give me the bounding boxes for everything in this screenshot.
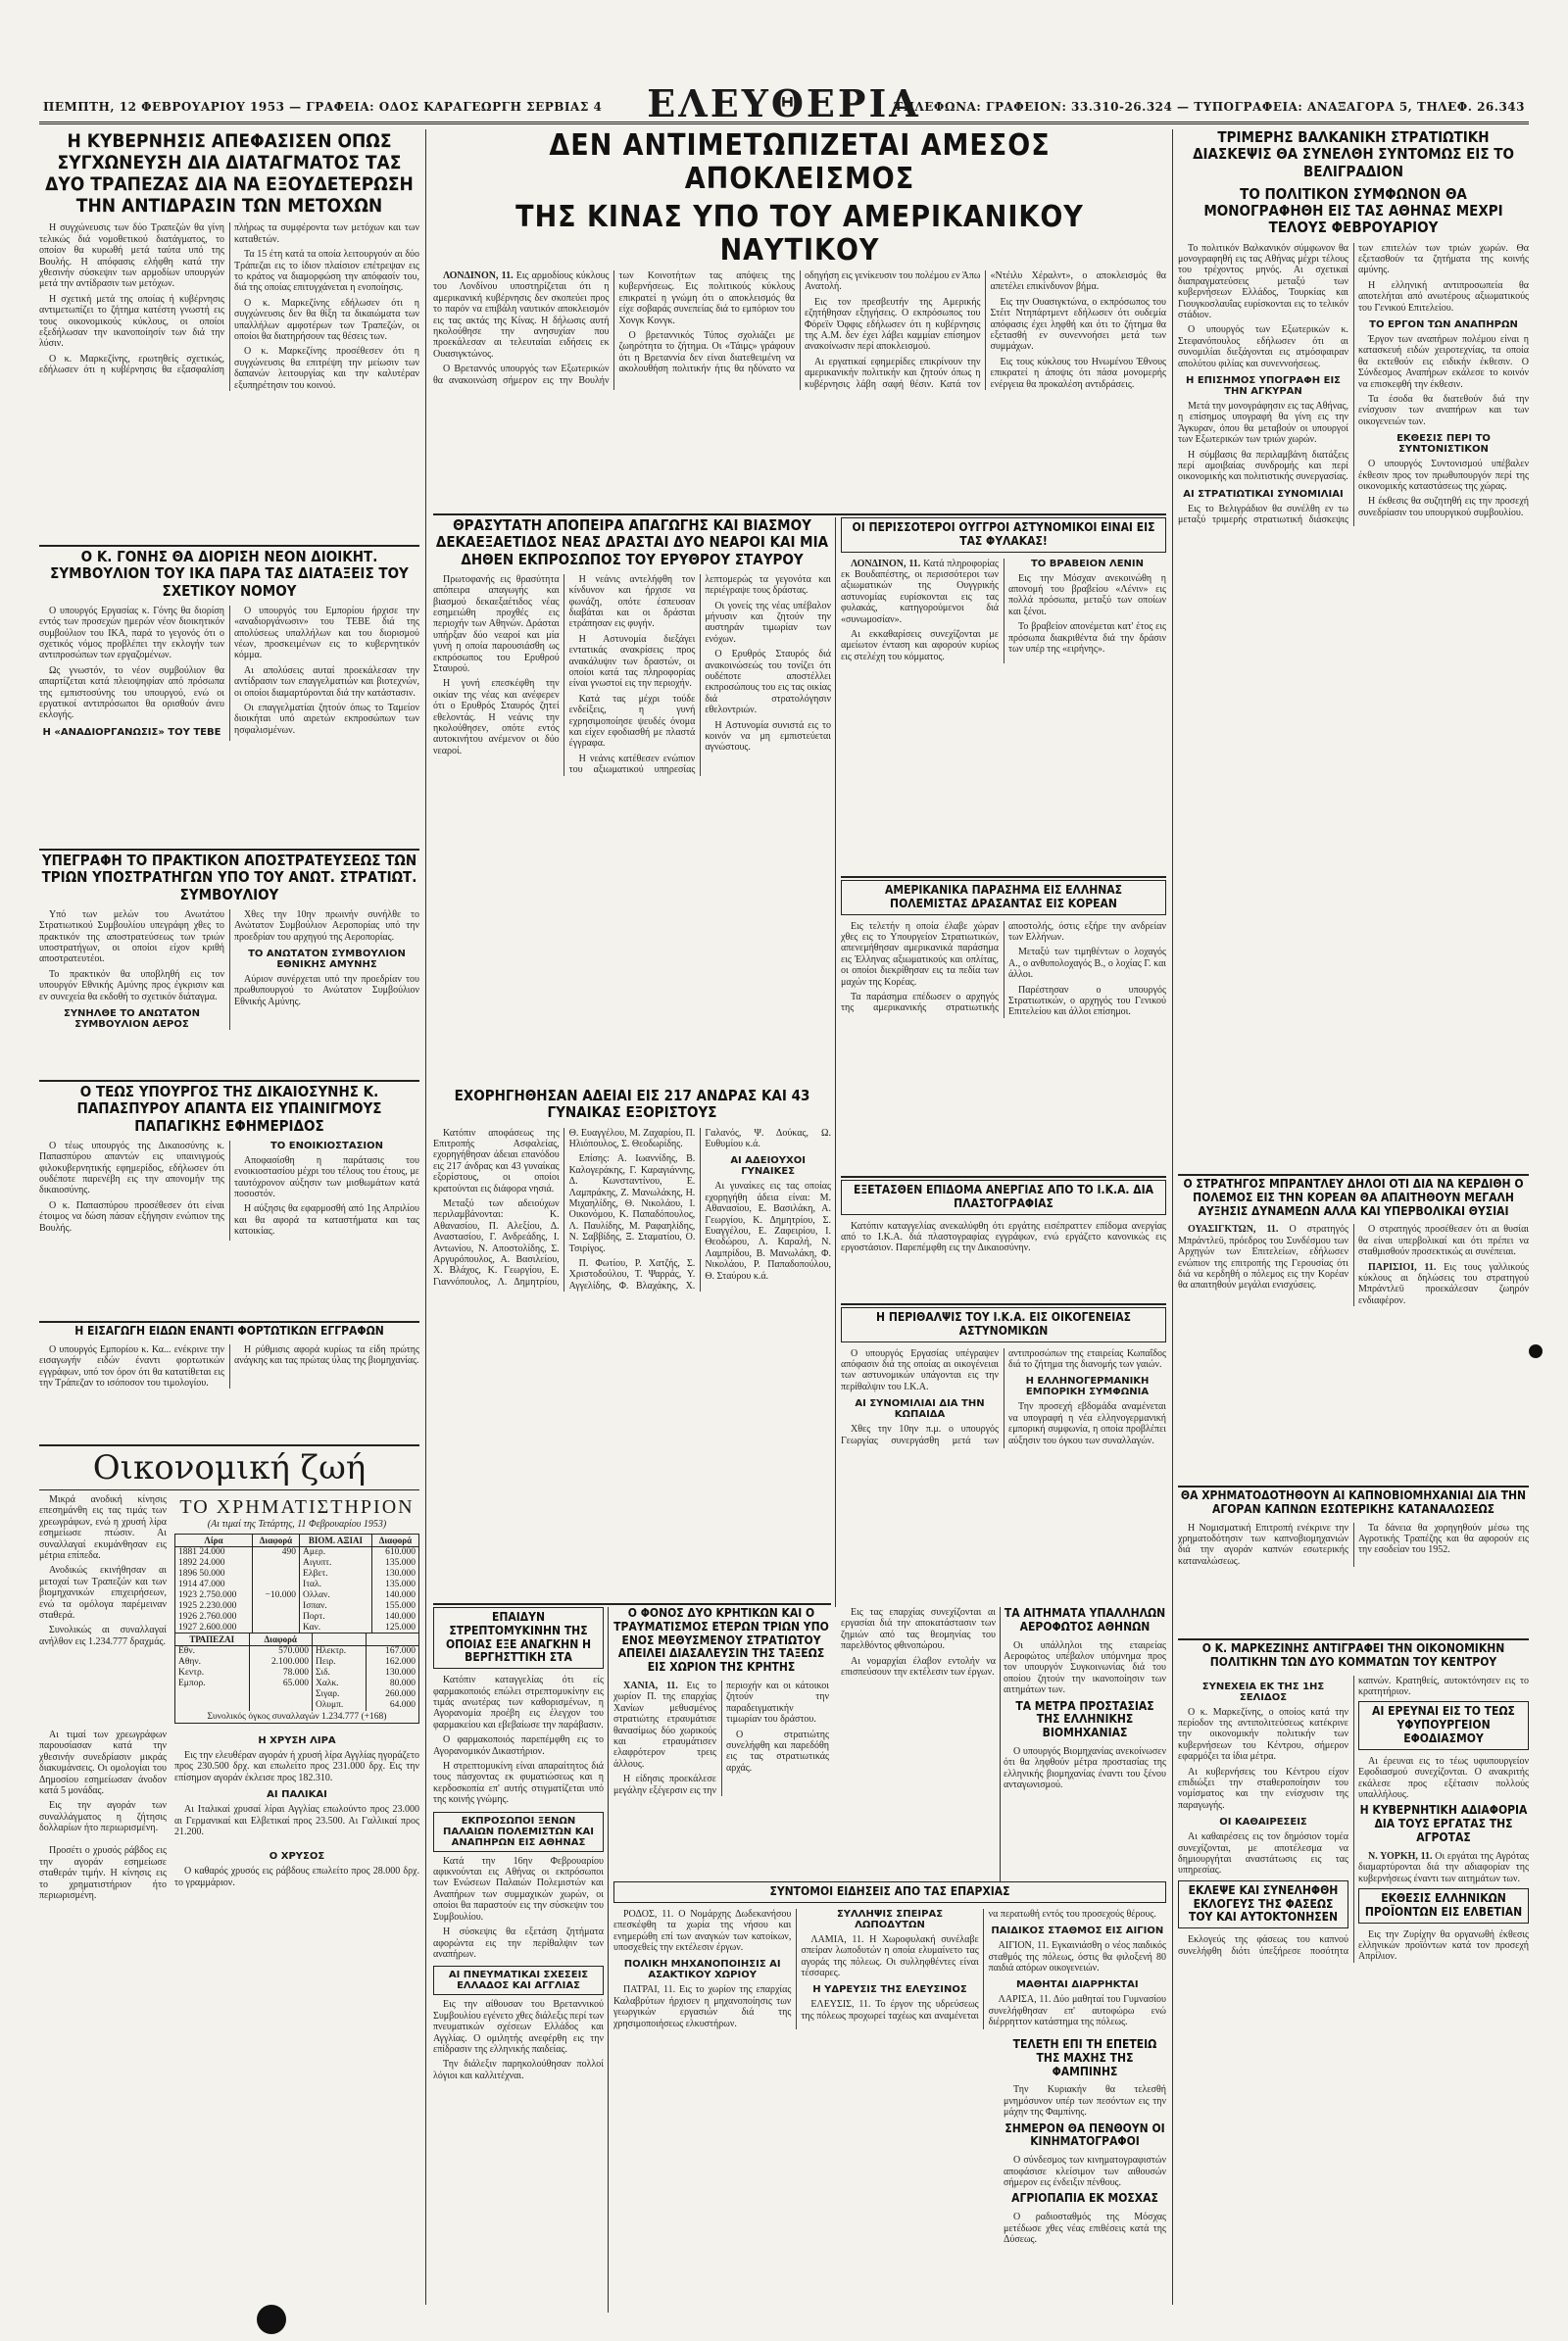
lead-headline-1: ΔΕΝ ΑΝΤΙΜΕΤΩΠΙΖΕΤΑΙ ΑΜΕΣΟΣ ΑΠΟΚΛΕΙΣΜΟΣ	[549, 129, 1051, 196]
subhead-defense-council: ΤΟ ΑΝΩΤΑΤΟΝ ΣΥΜΒΟΥΛΙΟΝ ΕΘΝΙΚΗΣ ΑΜΥΝΗΣ	[248, 948, 406, 970]
lead-article-body: ΛΟΝΔΙΝΟΝ, 11. Εις αρμοδίους κύκλους του Λονδίνου υποστηρίζεται ότι η αμερικανική κυβέρνησις δεν σκοπεύει προς το παρόν να επιβάλη ναυτικόν αποκλεισμόν εις τας ακτάς της Κίνας. Η δήλωσις αυτή ηκολούθησε την ανησυχίαν που προεκάλεσαν αι τελευταίαι ειδήσεις εκ Ουασιγκτώνος. Ο Βρεταννός υπουργός των Εξωτερικών θα ανακοινώση σήμερον εις την Βουλήν των Κοινοτήτων τας απόψεις της κυβερνήσεως. Εις πολιτικούς κύκλους επικρατεί η γνώμη ότι ο αποκλεισμός θα είχε σοβαράς συνεπείας διά το εμπόριον του Χονγκ Κονγκ. Ο βρεταννικός Τύπος σχολιάζει με ζωηρότητα το ζήτημα. Οι «Τάιμς» γράφουν ότι η Βρεταννία δεν είναι διατεθειμένη να ακολουθήση πολιτικήν ήτις θα ηδύνατο να οδηγήση εις γενίκευσιν του πολέμου εν Άπω Ανατολή. Εις τον πρεσβευτήν της Αμερικής εζητήθησαν εξηγήσεις. Ο εκπρόσωπος του Φόρεϊν Όφφις εδήλωσεν ότι η κυβέρνησις της Α.Μ. δεν έχει λάβει καμμίαν επίσημον ανακοίνωσιν περί αποκλεισμού. Αι εργατικαί εφημερίδες επικρίνουν την αμερικανικήν πολιτικήν και ζητούν όπως η κυβέρνησις λάβη σαφή θέσιν. Κατά τον «Ντέιλυ Χέραλντ», ο αποκλεισμός θα απετέλει επικίνδυνον βήμα. Εις την Ουασιγκτώνα, ο εκπρόσωπος του Στέιτ Ντηπάρτμεντ εδήλωσεν ότι ουδεμία απόφασις έχει ληφθή και ότι το ζήτημα θα εξετασθή εν συνεννοήσει μετά των συμμάχων. Εις τους κύκλους του Ηνωμένου Έθνους επικρατεί η άποψις ότι πάσα μονομερής ενέργεια θα προκαλέση αντιδράσεις.	[433, 270, 1166, 390]
subhead-rent-freeze: ΤΟ ΕΝΟΙΚΙΟΣΤΑΣΙΟΝ	[270, 1140, 383, 1151]
hungary-dateline: ΛΟΝΔΙΝΟΝ, 11.	[851, 558, 921, 569]
exchange-table: Λίρα Διαφορά ΒΙΟΜ. ΑΞΙΑΙ Διαφορά 1881 24.000 490 Αμερ. 610.000 1892 24.000 Αιγυπτ. 135.000 1896 50.000 Ελβετ. 130.000 1914 47.000 Ιταλ. 135.000 1923 2.750.000 −10.000 Ολλαν. 140.000 1925 2.230.000 Ισπαν. 155.000 1926 2.760.000 Πορτ. 140.000 1927 2.600.000 Καν. 125.000	[174, 1534, 419, 1634]
subhead-purges: ΟΙ ΚΑΘΑΙΡΕΣΕΙΣ	[1219, 1817, 1307, 1829]
section-divider	[841, 1176, 1166, 1178]
masthead-date-address: ΠΕΜΠΤΗ, 12 ΦΕΒΡΟΥΑΡΙΟΥ 1953 — ΓΡΑΦΕΙΑ: ΟΔΟΣ ΚΑΡΑΓΕΩΡΓΗ ΣΕΡΒΙΑΣ 4	[43, 100, 603, 114]
headline-ika-board: Ο Κ. ΓΟΝΗΣ ΘΑ ΔΙΟΡΙΣΗ ΝΕΟΝ ΔΙΟΙΚΗΤ. ΣΥΜΒΟΥΛΙΟΝ ΤΟΥ ΙΚΑ ΠΑΡΑ ΤΑΣ ΔΙΑΤΑΞΕΙΣ ΤΟΥ ΣΧΕΤΙΚΟΥ ΝΟΜΟΥ	[50, 549, 409, 600]
article-crete: Ο ΦΟΝΟΣ ΔΥΟ ΚΡΗΤΙΚΩΝ ΚΑΙ Ο ΤΡΑΥΜΑΤΙΣΜΟΣ ΕΤΕΡΩΝ ΤΡΙΩΝ ΥΠΟ ΕΝΟΣ ΜΕΘΥΣΜΕΝΟΥ ΣΤΡΑΤΙΩΤΟΥ ΑΠΕΙΛΕΙ ΔΙΑΣΑΛΕΥΣΙΝ ΤΗΣ ΤΑΞΕΩΣ ΕΙΣ ΧΩΡΙΟΝ ΤΗΣ ΚΡΗΤΗΣ ΧΑΝΙΑ, 11. Εις το χωρίον Π. της επαρχίας Χανίων μεθυσμένος στρατιώτης ετραυμάτισε θανασίμως δύο χωρικούς και ετραυμάτισεν ελαφρότερον τρεις άλλους. Η είδησις προεκάλεσε μεγάλην εξέγερσιν εις την περιοχήν και οι κάτοικοι ζητούν την παραδειγματικήν τιμωρίαν του δράστου. Ο στρατιώτης συνελήφθη και παρεδόθη εις τας στρατιωτικάς αρχάς.	[613, 1607, 829, 1796]
article-abduction: ΘΡΑΣΥΤΑΤΗ ΑΠΟΠΕΙΡΑ ΑΠΑΓΩΓΗΣ ΚΑΙ ΒΙΑΣΜΟΥ ΔΕΚΑΕΞΑΕΤΙΔΟΣ ΝΕΑΣ ΔΡΑΣΤΑΙ ΔΥΟ ΝΕΑΡΟΙ ΚΑΙ ΜΙΑ ΔΗΘΕΝ ΕΚΠΡΟΣΩΠΟΣ ΤΟΥ ΕΡΥΘΡΟΥ ΣΤΑΥΡΟΥ Πρωτοφανής εις θρασύτητα απόπειρα απαγωγής και βιασμού δεκαεξαέτιδος νέας εσημειώθη προχθές εις περιοχήν των Αθηνών. Δράσται υπήρξαν δύο νεαροί και μία γυνή η οποία παρουσιάσθη ως εκπρόσωπος του Ερυθρού Σταυρού. Η γυνή επεσκέφθη την οικίαν της νέας και ανέφερεν ότι ο Ερυθρός Σταυρός ζητεί εθελοντάς. Η νεάνις την ηκολούθησεν, οπότε εντός αυτοκινήτου ανέμενον οι δύο νεαροί. Η νεάνις αντελήφθη τον κίνδυνον και ήρχισε να φωνάζη, οπότε έσπευσαν διαβάται και οι δράσται ετράπησαν εις φυγήν. Η Αστυνομία διεξάγει εντατικάς ανακρίσεις προς ανακάλυψιν των δραστών, οι οποίοι κατά τας πληροφορίας είναι γνωστοί εις την περιοχήν. Κατά τας μέχρι τούδε ενδείξεις, η γυνή εχρησιμοποίησε ψευδές όνομα και είχεν εφοδιασθή με πλαστά έγγραφα. Η νεάνις κατέθεσεν ενώπιον του αξιωματικού υπηρεσίας λεπτομερώς τα γεγονότα και περιέγραψε τους δράστας. Οι γονείς της νέας υπέβαλον μήνυσιν και ζητούν την αυστηράν τιμωρίαν των ενόχων. Ο Ερυθρός Σταυρός διά ανακοινώσεώς του τονίζει ότι ουδέποτε αποστέλλει εκπροσώπους του εις τας οικίας διά στρατολόγησιν εθελοντριών. Η Αστυνομία συνιστά εις το κοινόν να μη εμπιστεύεται αγνώστους.	[433, 517, 831, 776]
article-korea-medals: ΑΜΕΡΙΚΑΝΙΚΑ ΠΑΡΑΣΗΜΑ ΕΙΣ ΕΛΛΗΝΑΣ ΠΟΛΕΜΙΣΤΑΣ ΔΡΑΣΑΝΤΑΣ ΕΙΣ ΚΟΡΕΑΝ Εις τελετήν η οποία έλαβε χώραν χθες εις το Υπουργείον Στρατιωτικών, απενεμήθησαν αμερικανικά παράσημα εις Έλληνας αξιωματικούς και οπλίτας, οι οποίοι διεκρίθησαν εις τα πεδία των μαχών της Κορέας. Τα παράσημα επέδωσεν ο αρχηγός της αμερικανικής στρατιωτικής αποστολής, όστις εξήρε την ανδρείαν των Ελλήνων. Μεταξύ των τιμηθέντων ο λοχαγός Α., ο ανθυπολοχαγός Β., ο λοχίας Γ. και άλλοι. Παρέστησαν ο υπουργός Στρατιωτικών, ο αρχηγός του Γενικού Επιτελείου και άλλοι επίσημοι.	[841, 880, 1166, 1174]
article-provinces-lead: Εις τας επαρχίας συνεχίζονται αι εργασίαι διά την αποκατάστασιν των ζημιών από τας θεομηνίας του παρελθόντος φθινοπώρου. Αι νομαρχίαι έλαβον εντολήν να επισπεύσουν την εκτέλεσιν των έργων.	[841, 1607, 996, 1679]
subhead-lenin-prize: ΤΟ ΒΡΑΒΕΙΟΝ ΛΕΝΙΝ	[1030, 558, 1145, 569]
article-balkan-pact: ΤΡΙΜΕΡΗΣ ΒΑΛΚΑΝΙΚΗ ΣΤΡΑΤΙΩΤΙΚΗ ΔΙΑΣΚΕΨΙΣ ΘΑ ΣΥΝΕΛΘΗ ΣΥΝΤΟΜΩΣ ΕΙΣ ΤΟ ΒΕΛΙΓΡΑΔΙΟΝ ΤΟ ΠΟΛΙΤΙΚΟΝ ΣΥΜΦΩΝΟΝ ΘΑ ΜΟΝΟΓΡΑΦΗΘΗ ΕΙΣ ΤΑΣ ΑΘΗΝΑΣ ΜΕΧΡΙ ΤΕΛΟΥΣ ΦΕΒΡΟΥΑΡΙΟΥ Το πολιτικόν Βαλκανικόν σύμφωνον θα μονογραφηθή εις τας Αθήνας μέχρι τέλους του τρέχοντος μηνός. Αι σχετικαί διαπραγματεύσεις μεταξύ των κυβερνήσεων Ελλάδος, Τουρκίας και Γιουγκοσλαυΐας ευρίσκονται εις το τελικόν στάδιον. Ο υπουργός των Εξωτερικών κ. Στεφανόπουλος εδήλωσεν ότι αι συνομιλίαι διεξάγονται εις ατμόσφαιραν απολύτου φιλίας και συνεννοήσεως. Η ΕΠΙΣΗΜΟΣ ΥΠΟΓΡΑΦΗ ΕΙΣ ΤΗΝ ΑΓΚΥΡΑΝ Μετά την μονογράφησιν εις τας Αθήνας, η επίσημος υπογραφή θα γίνη εις την Άγκυραν, όπου θα μεταβούν οι υπουργοί των Εξωτερικών των τριών χωρών. Η σύμβασις θα περιλαμβάνη διατάξεις περί αμοιβαίας συνδρομής και περί οικονομικής και πολιτιστικής συνεργασίας. ΑΙ ΣΤΡΑΤΙΩΤΙΚΑΙ ΣΥΝΟΜΙΛΙΑΙ Εις το Βελιγράδιον θα συνέλθη εν τω μεταξύ τριμερής στρατιωτική διάσκεψις των επιτελών των τριών χωρών. Θα εξετασθούν τα ζητήματα της κοινής αμύνης. Η ελληνική αντιπροσωπεία θα αποτελήται από ανωτέρους αξιωματικούς του Γενικού Επιτελείου. ΤΟ ΕΡΓΟΝ ΤΩΝ ΑΝΑΠΗΡΩΝ Έργον των αναπήρων πολέμου είναι η κατασκευή ειδών χειροτεχνίας, τα οποία θα εκτεθούν εις ειδικήν έκθεσιν. Ο Σύνδεσμος Αναπήρων εκάλεσε το κοινόν να επισκεφθή την έκθεσιν. Τα έσοδα θα διατεθούν διά την ενίσχυσιν των αναπήρων και των οικογενειών των. ΕΚΘΕΣΙΣ ΠΕΡΙ ΤΟ ΣΥΝΤΟΝΙΣΤΙΚΟΝ Ο υπουργός Συντονισμού υπέβαλεν έκθεσιν προς τον πρωθυπουργόν περί της οικονομικής καταστάσεως της χώρας. Η έκθεσις θα συζητηθή εις την προσεχή συνεδρίασιν του υπουργικού συμβουλίου.	[1178, 129, 1529, 526]
article-ika-fraud: ΕΞΕΤΑΣΘΕΝ ΕΠΙΔΟΜΑ ΑΝΕΡΓΙΑΣ ΑΠΟ ΤΟ Ι.Κ.Α. ΔΙΑ ΠΛΑΣΤΟΓΡΑΦΙΑΣ Κατόπιν καταγγελίας ανεκαλύφθη ότι εργάτης εισέπραττεν επίδομα ανεργίας από το Ι.Κ.Α. διά πλαστογραφίας εγγράφων, ενώ εργάζετο κανονικώς εις εργοστάσιον. Παρεπέμφθη εις την Δικαιοσύνην.	[841, 1180, 1166, 1301]
subhead-women-exiles: ΑΙ ΑΔΕΙΟΥΧΟΙ ΓΥΝΑΙΚΕΣ	[730, 1155, 806, 1178]
headline-swiss-exhibition: ΕΚΘΕΣΙΣ ΕΛΛΗΝΙΚΩΝ ΠΡΟΪΟΝΤΩΝ ΕΙΣ ΕΛΒΕΤΙΑΝ	[1358, 1888, 1529, 1924]
column-rule	[1000, 1607, 1001, 1881]
bank-row: Εθν. 570.000 Ηλεκτρ. 167.000	[175, 1646, 419, 1658]
headline-provinces: ΣΥΝΤΟΜΟΙ ΕΙΔΗΣΕΙΣ ΑΠΟ ΤΑΣ ΕΠΑΡΧΙΑΣ	[613, 1881, 1166, 1903]
exchange-footer: Συνολικός όγκος συναλλαγών 1.234.777 (+168)	[174, 1711, 419, 1724]
headline-crete: Ο ΦΟΝΟΣ ΔΥΟ ΚΡΗΤΙΚΩΝ ΚΑΙ Ο ΤΡΑΥΜΑΤΙΣΜΟΣ ΕΤΕΡΩΝ ΤΡΙΩΝ ΥΠΟ ΕΝΟΣ ΜΕΘΥΣΜΕΝΟΥ ΣΤΡΑΤΙΩΤΟΥ ΑΠΕΙΛΕΙ ΔΙΑΣΑΛΕΥΣΙΝ ΤΗΣ ΤΑΞΕΩΣ ΕΙΣ ΧΩΡΙΟΝ ΤΗΣ ΚΡΗΤΗΣ	[613, 1607, 829, 1675]
article-streptomycin: ΕΠΑΙΔΥΝ ΣΤΡΕΠΤΟΜΥΚΙΝΗΝ ΤΗΣ ΟΠΟΙΑΣ ΕΞΕ ΑΝΑΓΚΗΝ Η ΒΕΡΓΗΣΤΤΙΚΗ ΣΤΑ Κατόπιν καταγγελίας ότι είς φαρμακοποιός επώλει στρεπτομυκίνην εις τιμάς ανωτέρας των καθορισμένων, η Αγορανομία προέβη εις έλεγχον του φαρμακείου και εβεβαίωσε την παράβασιν. Ο φαρμακοποιός παρεπέμφθη εις το Αγορανομικόν Δικαστήριον. Η στρεπτομυκίνη είναι απαραίτητος διά τους πάσχοντας εκ φυματιώσεως και η κερδοσκοπία επ' αυτής στιγματίζεται υπό της κοινής γνώμης. ΕΚΠΡΟΣΩΠΟΙ ΞΕΝΩΝ ΠΑΛΑΙΩΝ ΠΟΛΕΜΙΣΤΩΝ ΚΑΙ ΑΝΑΠΗΡΩΝ ΕΙΣ ΑΘΗΝΑΣ Κατά την 16ην Φεβρουαρίου αφικνούνται εις Αθήνας οι εκπρόσωποι των Ενώσεων Παλαιών Πολεμιστών και Αναπήρων των συμμαχικών χωρών, οι οποίοι θα παραστούν εις την σύσκεψιν του Συμβουλίου. Η σύσκεψις θα εξετάση ζητήματα αφορώντα εις την περίθαλψιν των αναπήρων. ΑΙ ΠΝΕΥΜΑΤΙΚΑΙ ΣΧΕΣΕΙΣ ΕΛΛΑΔΟΣ ΚΑΙ ΑΓΓΛΙΑΣ Εις την αίθουσαν του Βρεταννικού Συμβουλίου εγένετο χθες διάλεξις περί των πνευματικών σχέσεων Ελλάδος και Αγγλίας. Ο ομιλητής ανεφέρθη εις την επίδρασιν της ελληνικής παιδείας. Την διάλεξιν παρηκολούθησαν πολλοί λόγιοι και καλλιτέχναι.	[433, 1607, 604, 2313]
subhead-coordination: ΕΚΘΕΣΙΣ ΠΕΡΙ ΤΟ ΣΥΝΤΟΝΙΣΤΙΚΟΝ	[1396, 433, 1491, 456]
ink-blot	[1529, 1344, 1543, 1358]
headline-fabini-battle: ΤΕΛΕΤΗ ΕΠΙ ΤΗ ΕΠΕΤΕΙΩ ΤΗΣ ΜΑΧΗΣ ΤΗΣ ΦΑΜΠΙΝΗΣ	[1012, 2037, 1157, 2078]
section-divider	[39, 1321, 419, 1323]
headline-bank-merger: Η ΚΥΒΕΡΝΗΣΙΣ ΑΠΕΦΑΣΙΣΕΝ ΟΠΩΣ ΣΥΓΧΩΝΕΥΣΗ ΔΙΑ ΔΙΑΤΑΓΜΑΤΟΣ ΤΑΣ ΔΥΟ ΤΡΑΠΕΖΑΣ ΔΙΑ ΝΑ ΕΞΟΥΔΕΤΕΡΩΣΗ ΤΗΝ ΑΝΤΙΔΡΑΣΙΝ ΤΩΝ ΜΕΤΟΧΩΝ	[45, 131, 414, 217]
subhead-kopais: ΑΙ ΣΥΝΟΜΙΛΙΑΙ ΔΙΑ ΤΗΝ ΚΩΠΑΙΔΑ	[855, 1398, 985, 1421]
headline-moscow: ΑΓΡΙΟΠΑΠΙΑ ΕΚ ΜΟΣΧΑΣ	[1011, 2191, 1158, 2206]
exchange-title: ΤΟ ΧΡΗΜΑΤΙΣΤΗΡΙΟΝ	[179, 1496, 415, 1518]
bradley-dateline-washington: ΟΥΑΣΙΓΚΤΩΝ, 11.	[1188, 1224, 1279, 1236]
bank-row: Σιγαρ. 260.000	[175, 1689, 419, 1700]
subhead-mechanization: ΠΟΛΙΚΗ ΜΗΧΑΝΟΠΟΙΗΣΙΣ ΑΙ ΑΣΑΚΤΙΚΟΥ ΧΩΡΙΟΥ	[623, 1959, 781, 1981]
headline-tobacco: ΘΑ ΧΡΗΜΑΤΟΔΟΤΗΘΟΥΝ ΑΙ ΚΑΠΝΟΒΙΟΜΗΧΑΝΙΑΙ ΔΙΑ ΤΗΝ ΑΓΟΡΑΝ ΚΑΠΝΩΝ ΕΣΩΤΕΡΙΚΗΣ ΚΑΤΑΝΑΛΩΣΕΩΣ	[1180, 1489, 1527, 1516]
subhead-uk-relations: ΑΙ ΠΝΕΥΜΑΤΙΚΑΙ ΣΧΕΣΕΙΣ ΕΛΛΑΔΟΣ ΚΑΙ ΑΓΓΛΙΑΣ	[433, 1966, 604, 1995]
punch-hole	[257, 2305, 286, 2334]
headline-political-pact: ΤΟ ΠΟΛΙΤΙΚΟΝ ΣΥΜΦΩΝΟΝ ΘΑ ΜΟΝΟΓΡΑΦΗΘΗ ΕΙΣ ΤΑΣ ΑΘΗΝΑΣ ΜΕΧΡΙ ΤΕΛΟΥΣ ΦΕΒΡΟΥΑΡΙΟΥ	[1203, 184, 1503, 237]
headline-agrota-workers: Η ΚΥΒΕΡΝΗΤΙΚΗ ΑΔΙΑΦΟΡΙΑ ΔΙΑ ΤΟΥΣ ΕΡΓΑΤΑΣ ΤΗΣ ΑΓΡΟΤΑΣ	[1359, 1803, 1528, 1845]
headline-markezinis: Ο Κ. ΜΑΡΚΕΖΙΝΗΣ ΑΝΤΙΓΡΑΦΕΙ ΤΗΝ ΟΙΚΟΝΟΜΙΚΗΝ ΠΟΛΙΤΙΚΗΝ ΤΩΝ ΔΥΟ ΚΟΜΜΑΤΩΝ ΤΟΥ ΚΕΝΤΡΟΥ	[1201, 1642, 1505, 1669]
exchange-row: 1892 24.000 Αιγυπτ. 135.000	[175, 1558, 419, 1569]
headline-papaspyrou: Ο ΤΕΩΣ ΥΠΟΥΡΓΟΣ ΤΗΣ ΔΙΚΑΙΟΣΥΝΗΣ Κ. ΠΑΠΑΣΠΥΡΟΥ ΑΠΑΝΤΑ ΕΙΣ ΥΠΑΙΝΙΓΜΟΥΣ ΠΑΠΑΓΙΚΗΣ ΕΦΗΜΕΡΙΔΟΣ	[76, 1084, 382, 1135]
headline-airline-staff: ΤΑ ΑΙΤΗΜΑΤΑ ΥΠΑΛΛΗΛΩΝ ΑΕΡΟΦΩΤΟΣ ΑΘΗΝΩΝ	[1004, 1607, 1166, 1634]
subhead-military-talks: ΑΙ ΣΤΡΑΤΙΩΤΙΚΑΙ ΣΥΝΟΜΙΛΙΑΙ	[1183, 488, 1344, 500]
lead-headline-block	[433, 129, 1166, 267]
subhead-gold: Ο ΧΡΥΣΟΣ	[269, 1851, 325, 1863]
bradley-dateline-paris: ΠΑΡΙΣΙΟΙ, 11.	[1368, 1261, 1437, 1273]
article-bank-merger: Η ΚΥΒΕΡΝΗΣΙΣ ΑΠΕΦΑΣΙΣΕΝ ΟΠΩΣ ΣΥΓΧΩΝΕΥΣΗ ΔΙΑ ΔΙΑΤΑΓΜΑΤΟΣ ΤΑΣ ΔΥΟ ΤΡΑΠΕΖΑΣ ΔΙΑ ΝΑ ΕΞΟΥΔΕΤΕΡΩΣΗ ΤΗΝ ΑΝΤΙΔΡΑΣΙΝ ΤΩΝ ΜΕΤΟΧΩΝ Η συγχώνευσις των δύο Τραπεζών θα γίνη τελικώς διά νομοθετικού διατάγματος, το οποίον θα κυρωθή μετά ταύτα υπό της Βουλής. Η απόφασις ελήφθη κατά την χθεσινήν σύσκεψιν των αρμοδίων υπουργών μετά την αντίδρασιν των μετόχων. Η σχετική μετά της οποίας ή κυβέρνησις αντιμετωπίζει το ζήτημα κατέστη γνωστή εις τους οικονομικούς κύκλους, οι οποίοι εξεδήλωσαν την ικανοποίησίν των διά την λύσιν. Ο κ. Μαρκεζίνης, ερωτηθείς σχετικώς, εδήλωσεν ότι η κυβέρνησις θα εξασφαλίση πλήρως τα συμφέροντα των μετόχων και των καταθετών. Τα 15 έτη κατά τα οποία λειτουργούν αι δύο Τράπεζαι εις το ίδιον πλαίσιον επέτρεψαν εις το κράτος να διαμορφώση την απόφασίν του, διά της οποίας επιτυγχάνεται η ενοποίησις. Ο κ. Μαρκεζίνης εδήλωσεν ότι η συγχώνευσις δεν θα θίξη τα δικαιώματα των υπαλλήλων αμφοτέρων των Τραπεζών, οι οποίοι θα διατηρήσουν τας θέσεις των. Ο κ. Μαρκεζίνης προσέθεσεν ότι η συγχώνευσις θα επιτρέψη την μείωσιν των δαπανών λειτουργίας και την καλυτέραν εξυπηρέτησιν του κοινού.	[39, 131, 419, 391]
article-ika-police: Η ΠΕΡΙΘΑΛΨΙΣ ΤΟΥ Ι.Κ.Α. ΕΙΣ ΟΙΚΟΓΕΝΕΙΑΣ ΑΣΤΥΝΟΜΙΚΩΝ Ο υπουργός Εργασίας υπέγραψεν απόφασιν διά της οποίας αι οικογένειαι των αστυνομικών υπάγονται εις την περίθαλψιν του Ι.Κ.Α. ΑΙ ΣΥΝΟΜΙΛΙΑΙ ΔΙΑ ΤΗΝ ΚΩΠΑΙΔΑ Χθες την 10ην π.μ. ο υπουργός Γεωργίας συνεργάσθη μετά των αντιπροσώπων της εταιρείας Κωπαΐδος διά το ζήτημα της διανομής των γαιών. Η ΕΛΛΗΝΟΓΕΡΜΑΝΙΚΗ ΕΜΠΟΡΙΚΗ ΣΥΜΦΩΝΙΑ Την προσεχή εβδομάδα αναμένεται να υπογραφή η νέα ελληνογερμανική εμπορική συμφωνία, η οποία προβλέπει αύξησιν του όγκου των συναλλαγών.	[841, 1307, 1166, 1605]
headline-ika-fraud: ΕΞΕΤΑΣΘΕΝ ΕΠΙΔΟΜΑ ΑΝΕΡΓΙΑΣ ΑΠΟ ΤΟ Ι.Κ.Α. ΔΙΑ ΠΛΑΣΤΟΓΡΑΦΙΑΣ	[841, 1180, 1166, 1215]
section-divider	[39, 545, 419, 547]
exchange-row: 1881 24.000 490 Αμερ. 610.000	[175, 1547, 419, 1559]
section-divider	[841, 876, 1166, 878]
section-divider	[433, 513, 1166, 515]
section-divider	[1178, 1486, 1529, 1488]
article-provinces: ΣΥΝΤΟΜΟΙ ΕΙΔΗΣΕΙΣ ΑΠΟ ΤΑΣ ΕΠΑΡΧΙΑΣ ΡΟΔΟΣ, 11. Ο Νομάρχης Δωδεκανήσου επεσκέφθη τα χωρία της νήσου και ενημερώθη επί των αναγκών των κατοίκων, υποσχεθείς την εκτέλεσιν έργων. ΠΟΛΙΚΗ ΜΗΧΑΝΟΠΟΙΗΣΙΣ ΑΙ ΑΣΑΚΤΙΚΟΥ ΧΩΡΙΟΥ ΠΑΤΡΑΙ, 11. Εις το χωρίον της επαρχίας Καλαβρύτων ήρχισεν η μηχανοποίησις των γεωργικών εργασιών διά της χρησιμοποιήσεως ελκυστήρων. ΣΥΛΛΗΨΙΣ ΣΠΕΙΡΑΣ ΛΩΠΟΔΥΤΩΝ ΛΑΜΙΑ, 11. Η Χωροφυλακή συνέλαβε σπείραν λωποδυτών η οποία ελυμαίνετο τας αγοράς της πόλεως. Οι συλληφθέντες είναι τέσσαρες. Η ΥΔΡΕΥΣΙΣ ΤΗΣ ΕΛΕΥΣΙΝΟΣ ΕΛΕΥΣΙΣ, 11. Το έργον της υδρεύσεως της πόλεως προχωρεί ταχέως και αναμένεται να περατωθή εντός του προσεχούς θέρους. ΠΑΙΔΙΚΟΣ ΣΤΑΘΜΟΣ ΕΙΣ ΑΙΓΙΟΝ ΑΙΓΙΟΝ, 11. Εγκαινιάσθη ο νέος παιδικός σταθμός της πόλεως, όστις θα φιλοξενή 80 παιδιά απόρων οικογενειών. ΜΑΘΗΤΑΙ ΔΙΑΡΡΗΚΤΑΙ ΛΑΡΙΣΑ, 11. Δύο μαθηταί του Γυμνασίου συνελήφθησαν επ' αυτοφώρω ενώ διέρρηττον κατάστημα της πόλεως.	[613, 1881, 1166, 2313]
headline-industry-protection: ΤΑ ΜΕΤΡΑ ΠΡΟΣΤΑΣΙΑΣ ΤΗΣ ΕΛΛΗΝΙΚΗΣ ΒΙΟΜΗΧΑΝΙΑΣ	[1015, 1698, 1154, 1740]
exchange-subtitle: (Αι τιμαί της Τετάρτης, 11 Φεβρουαρίου 1953)	[207, 1519, 387, 1530]
headline-exiles: ΕΧΟΡΗΓΗΘΗΣΑΝ ΑΔΕΙΑΙ ΕΙΣ 217 ΑΝΔΡΑΣ ΚΑΙ 43 ΓΥΝΑΙΚΑΣ ΕΞΟΡΙΣΤΟΥΣ	[454, 1088, 810, 1122]
headline-imports: Η ΕΙΣΑΓΩΓΗ ΕΙΔΩΝ ΕΝΑΝΤΙ ΦΟΡΤΩΤΙΚΩΝ ΕΓΓΡΑΦΩΝ	[74, 1325, 384, 1338]
exchange-row: 1896 50.000 Ελβετ. 130.000	[175, 1569, 419, 1580]
column-rule	[608, 1607, 609, 2313]
subhead-tebe: Η «ΑΝΑΔΙΟΡΓΑΝΩΣΙΣ» ΤΟΥ ΤΕΒΕ	[42, 726, 221, 738]
article-imports: Η ΕΙΣΑΓΩΓΗ ΕΙΔΩΝ ΕΝΑΝΤΙ ΦΟΡΤΩΤΙΚΩΝ ΕΓΓΡΑΦΩΝ Ο υπουργός Εμπορίου κ. Κα... ενέκρινε την εισαγωγήν ειδών έναντι φορτωτικών εγγράφων, υπό τον όρον ότι θα κατατίθεται εις την Τράπεζαν το ισόποσον του τιμολογίου. Η ρύθμισις αφορά κυρίως τα είδη πρώτης ανάγκης και τας πρώτας ύλας της βιομηχανίας.	[39, 1325, 419, 1390]
article-bradley: Ο ΣΤΡΑΤΗΓΟΣ ΜΠΡΑΝΤΛΕΫ ΔΗΛΟΙ ΟΤΙ ΔΙΑ ΝΑ ΚΕΡΔΙΘΗ Ο ΠΟΛΕΜΟΣ ΕΙΣ ΤΗΝ ΚΟΡΕΑΝ ΘΑ ΑΠΑΙΤΗΘΟΥΝ ΜΕΓΑΛΗ ΑΥΞΗΣΙΣ ΔΥΝΑΜΕΩΝ ΑΛΛΑ ΚΑΙ ΥΠΕΡΒΟΛΙΚΑΙ ΘΥΣΙΑΙ ΟΥΑΣΙΓΚΤΩΝ, 11. Ο στρατηγός Μπράντλεϋ, πρόεδρος του Συνδέσμου των Αρχηγών των Επιτελείων, εδήλωσεν ενώπιον της επιτροπής της Γερουσίας ότι διά να κερδηθή ο πόλεμος εις την Κορέαν θα απαιτηθούν μεγάλαι ενισχύσεις. Ο στρατηγός προσέθεσεν ότι αι θυσίαι θα είναι υπερβολικαί και ότι πρέπει να σταθμισθούν προσεκτικώς αι συνέπειαι. ΠΑΡΙΣΙΟΙ, 11. Εις τους γαλλικούς κύκλους αι δηλώσεις του στρατηγού Μπράντλεϋ προεκάλεσαν ζωηρόν ενδιαφέρον.	[1178, 1178, 1529, 1306]
lead-headline-2: ΤΗΣ ΚΙΝΑΣ ΥΠΟ ΤΟΥ ΑΜΕΡΙΚΑΝΙΚΟΥ ΝΑΥΤΙΚΟΥ	[515, 200, 1084, 267]
headline-streptomycin: ΕΠΑΙΔΥΝ ΣΤΡΕΠΤΟΜΥΚΙΝΗΝ ΤΗΣ ΟΠΟΙΑΣ ΕΞΕ ΑΝΑΓΚΗΝ Η ΒΕΡΓΗΣΤΤΙΚΗ ΣΤΑ	[433, 1607, 604, 1669]
article-tobacco: ΘΑ ΧΡΗΜΑΤΟΔΟΤΗΘΟΥΝ ΑΙ ΚΑΠΝΟΒΙΟΜΗΧΑΝΙΑΙ ΔΙΑ ΤΗΝ ΑΓΟΡΑΝ ΚΑΠΝΩΝ ΕΣΩΤΕΡΙΚΗΣ ΚΑΤΑΝΑΛΩΣΕΩΣ Η Νομισματική Επιτροπή ενέκρινε την χρηματοδότησιν των καπνοβιομηχανιών διά την αγοράν καπνών εσωτερικής καταναλώσεως. Τα δάνεια θα χορηγηθούν μέσω της Αγροτικής Τραπέζης και θα αφορούν εις την εσοδείαν του 1952.	[1178, 1489, 1529, 1567]
exchange-row: 1926 2.760.000 Πορτ. 140.000	[175, 1612, 419, 1623]
masthead	[39, 81, 1529, 125]
subhead-air-council: ΣΥΝΗΛΘΕ ΤΟ ΑΝΩΤΑΤΟΝ ΣΥΜΒΟΥΛΙΟΝ ΑΕΡΟΣ	[63, 1008, 201, 1030]
bank-row: Εμπορ. 65.000 Χαλκ. 80.000	[175, 1679, 419, 1689]
headline-hungary-police: ΟΙ ΠΕΡΙΣΣΟΤΕΡΟΙ ΟΥΓΓΡΟΙ ΑΣΤΥΝΟΜΙΚΟΙ ΕΙΝΑΙ ΕΙΣ ΤΑΣ ΦΥΛΑΚΑΣ!	[841, 517, 1166, 553]
column-rule	[1172, 129, 1173, 2305]
subhead-aigion-nursery: ΠΑΙΔΙΚΟΣ ΣΤΑΘΜΟΣ ΕΙΣ ΑΙΓΙΟΝ	[991, 1926, 1164, 1937]
headline-balkan-conference: ΤΡΙΜΕΡΗΣ ΒΑΛΚΑΝΙΚΗ ΣΤΡΑΤΙΩΤΙΚΗ ΔΙΑΣΚΕΨΙΣ ΘΑ ΣΥΝΕΛΘΗ ΣΥΝΤΟΜΩΣ ΕΙΣ ΤΟ ΒΕΛΙΓΡΑΔΙΟΝ	[1193, 129, 1514, 180]
article-papaspyrou: Ο ΤΕΩΣ ΥΠΟΥΡΓΟΣ ΤΗΣ ΔΙΚΑΙΟΣΥΝΗΣ Κ. ΠΑΠΑΣΠΥΡΟΥ ΑΠΑΝΤΑ ΕΙΣ ΥΠΑΙΝΙΓΜΟΥΣ ΠΑΠΑΓΙΚΗΣ ΕΦΗΜΕΡΙΔΟΣ Ο τέως υπουργός της Δικαιοσύνης κ. Παπασπύρου απαντών εις υπαινιγμούς φιλοκυβερνητικής εφημερίδος, εδήλωσεν ότι ουδέποτε παρενέβη εις την απονομήν της δικαιοσύνης. Ο κ. Παπασπύρου προσέθεσεν ότι είναι έτοιμος να δώση πάσαν εξήγησιν ενώπιον της Βουλής. ΤΟ ΕΝΟΙΚΙΟΣΤΑΣΙΟΝ Αποφασίσθη η παράτασις του ενοικιοστασίου μέχρι του τέλους του έτους, με ταυτόχρονον αύξησιν των μισθωμάτων κατά ποσοστόν. Η αύξησις θα εφαρμοσθή από 1ης Απριλίου και θα αφορά τα καταστήματα και τας κατοικίας.	[39, 1084, 419, 1238]
newspaper-title: ΕΛΕΥΘΕΡΙΑ	[647, 81, 921, 125]
exchange-row: 1914 47.000 Ιταλ. 135.000	[175, 1580, 419, 1590]
headline-korea-medals: ΑΜΕΡΙΚΑΝΙΚΑ ΠΑΡΑΣΗΜΑ ΕΙΣ ΕΛΛΗΝΑΣ ΠΟΛΕΜΙΣΤΑΣ ΔΡΑΣΑΝΤΑΣ ΕΙΣ ΚΟΡΕΑΝ	[841, 880, 1166, 915]
lead-dateline: ΛΟΝΔΙΝΟΝ, 11.	[443, 270, 514, 281]
article-hungary-police: ΟΙ ΠΕΡΙΣΣΟΤΕΡΟΙ ΟΥΓΓΡΟΙ ΑΣΤΥΝΟΜΙΚΟΙ ΕΙΝΑΙ ΕΙΣ ΤΑΣ ΦΥΛΑΚΑΣ! ΛΟΝΔΙΝΟΝ, 11. Κατά πληροφορίας εκ Βουδαπέστης, οι περισσότεροι των αξιωματικών της Ουγγρικής αστυνομίας ευρίσκονται εις τας φυλακάς, κατηγορούμενοι διά «συνωμοσίαν». Αι εκκαθαρίσεις συνεχίζονται με αμείωτον ένταση και αφορούν κυρίως εις στελέχη του κόμματος. ΤΟ ΒΡΑΒΕΙΟΝ ΛΕΝΙΝ Εις την Μόσχαν ανεκοινώθη η απονομή του βραβείου «Λένιν» εις πολλά πρόσωπα, μεταξύ των οποίων και ξένοι. Το βραβείον απονέμεται κατ' έτος εις πρόσωπα διακριθέντα διά την δράσιν των υπέρ της «ειρήνης».	[841, 517, 1166, 874]
subhead-german-trade: Η ΕΛΛΗΝΟΓΕΡΜΑΝΙΚΗ ΕΜΠΟΡΙΚΗ ΣΥΜΦΩΝΙΑ	[1025, 1376, 1150, 1398]
section-divider	[841, 1303, 1166, 1305]
subhead-banks: ΑΙ ΠΑΛΙΚΑΙ	[267, 1789, 327, 1801]
headline-bradley: Ο ΣΤΡΑΤΗΓΟΣ ΜΠΡΑΝΤΛΕΫ ΔΗΛΟΙ ΟΤΙ ΔΙΑ ΝΑ ΚΕΡΔΙΘΗ Ο ΠΟΛΕΜΟΣ ΕΙΣ ΤΗΝ ΚΟΡΕΑΝ ΘΑ ΑΠΑΙΤΗΘΟΥΝ ΜΕΓΑΛΗ ΑΥΞΗΣΙΣ ΔΥΝΑΜΕΩΝ ΑΛΛΑ ΚΑΙ ΥΠΕΡΒΟΛΙΚΑΙ ΘΥΣΙΑΙ	[1183, 1178, 1524, 1218]
subhead-pickpockets: ΣΥΛΛΗΨΙΣ ΣΠΕΙΡΑΣ ΛΩΠΟΔΥΤΩΝ	[836, 1908, 944, 1930]
section-divider	[1178, 1174, 1529, 1176]
column-rule	[835, 517, 836, 1607]
subhead-disabled-work: ΤΟ ΕΡΓΟΝ ΤΩΝ ΑΝΑΠΗΡΩΝ	[1369, 318, 1518, 330]
headline-cinemas: ΣΗΜΕΡΟΝ ΘΑ ΠΕΝΘΟΥΝ ΟΙ ΚΙΝΗΜΑΤΟΓΡΑΦΟΙ	[1004, 2121, 1165, 2149]
economy-section: Οικονομική ζωή Μικρά ανοδική κίνησις επεσημάνθη εις τας τιμάς των χρεωγράφων, ενώ η χρυσή λίρα εσημείωσε πτώσιν. Αι συναλλαγαί εκυμάνθησαν εις μέτρια επίπεδα. Ανοδικώς εκινήθησαν αι μετοχαί των Τραπεζών και των βιομηχανικών επιχειρήσεων, ενώ τα ομόλογα παρέμειναν σταθερά. Συνολικώς αι συναλλαγαί ανήλθον εις 1.234.777 δραχμάς. ΤΟ ΧΡΗΜΑΤΙΣΤΗΡΙΟΝ (Αι τιμαί της Τετάρτης, 11 Φεβρουαρίου 1953) Λίρα Διαφορά ΒΙΟΜ. ΑΞΙΑΙ Διαφορά 1881 24.000 490 Αμερ. 610.000 1892 24.000 Αιγυπτ. 135.000 1896 50.000 Ελβετ. 130.000 1914 47.000 Ιταλ. 135.000 1923 2.750.000 −10.000 Ολλαν. 140.000 1925 2.230.000 Ισπαν. 155.000 1926 2.760.000 Πορτ. 140.000 1927 2.600.000 Καν. 125.000 ΤΡΑΠΕΖΑΙ Διαφορά Εθν. 570.000 Ηλεκτρ. 167.000 Αθην. 2.100.000 Πειρ. 162.000 Κεντρ. 78.000 Σιδ. 130.000 Εμπορ. 65.000 Χαλκ. 80.000 Σιγαρ. 260.000 Ολυμπ. 64.000 Συνολικός όγκος συναλλαγών 1.234.777 (+168) Αι τιμαί των χρεωγράφων παρουσίασαν κατά την χθεσινήν συνεδρίασιν μικράς διακυμάνσεις. Οι ομολογίαι του Δημοσίου εσημείωσαν άνοδον κατά 5 μονάδας. Εις την αγοράν των συναλλάγματος η ζήτησις δολλαρίων ήτο περιωρισμένη. Η ΧΡΥΣΗ ΛΙΡΑ Εις την ελευθέραν αγοράν ή χρυσή λίρα Αγγλίας ηγοράζετο προς 230.500 δρχ. και επωλείτο προς 231.000 δρχ. Εις την επίσημον αγοράν έκλεισε προς 182.310. ΑΙ ΠΑΛΙΚΑΙ Αι Ιταλικαί χρυσαί λίραι Αγγλίας επωλούντο προς 23.000 αι Γερμανικαί και Ελβετικαί προς 23.500. Αι Γαλλικαί προς 21.200. Προσέτι ο χρυσός ράβδος εις την αγοράν εσημείωσε σταθεράν τιμήν. Η κίνησις εις το χρηματιστήριον ήτο περιωρισμένη. Ο ΧΡΥΣΟΣ Ο καθαρός χρυσός εις ράβδους επωλείτο προς 28.000 δρχ. το γραμμάριον.	[39, 1444, 419, 2326]
economy-title: Οικονομική ζωή	[39, 1444, 419, 1490]
crete-dateline: ΧΑΝΙΑ, 11.	[623, 1680, 678, 1691]
banks-table: ΤΡΑΠΕΖΑΙ Διαφορά Εθν. 570.000 Ηλεκτρ. 167.000 Αθην. 2.100.000 Πειρ. 162.000 Κεντρ. 78.000 Σιδ. 130.000 Εμπορ. 65.000 Χαλκ. 80.000 Σιγαρ. 260.000 Ολυμπ. 64.000	[174, 1633, 419, 1711]
headline-generals-retire: ΥΠΕΓΡΑΦΗ ΤΟ ΠΡΑΚΤΙΚΟΝ ΑΠΟΣΤΡΑΤΕΥΣΕΩΣ ΤΩΝ ΤΡΙΩΝ ΥΠΟΣΤΡΑΤΗΓΩΝ ΥΠΟ ΤΟΥ ΑΝΩΤ. ΣΤΡΑΤΙΩΤ. ΣΥΜΒΟΥΛΙΟΥ	[41, 853, 417, 903]
section-divider	[433, 1603, 831, 1605]
headline-theft-suicide: ΕΚΛΕΨΕ ΚΑΙ ΣΥΝΕΛΗΦΘΗ ΕΚΛΟΓΕΥΣ ΤΗΣ ΦΑΣΕΩΣ ΤΟΥ ΚΑΙ ΑΥΤΟΚΤΟΝΗΣΕΝ	[1178, 1880, 1348, 1928]
subhead-continued: ΣΥΝΕΧΕΙΑ ΕΚ ΤΗΣ 1ΗΣ ΣΕΛΙΔΟΣ	[1201, 1681, 1325, 1703]
subhead-eleusis-water: Η ΥΔΡΕΥΣΙΣ ΤΗΣ ΕΛΕΥΣΙΝΟΣ	[812, 1984, 967, 1996]
article-airline-staff: ΤΑ ΑΙΤΗΜΑΤΑ ΥΠΑΛΛΗΛΩΝ ΑΕΡΟΦΩΤΟΣ ΑΘΗΝΩΝ Οι υπάλληλοι της εταιρείας Αεροφώτος υπέβαλον υπόμνημα προς τον υπουργόν Συγκοινωνίας διά του οποίου ζητούν την ικανοποίησιν των αιτημάτων των. ΤΑ ΜΕΤΡΑ ΠΡΟΣΤΑΣΙΑΣ ΤΗΣ ΕΛΛΗΝΙΚΗΣ ΒΙΟΜΗΧΑΝΙΑΣ Ο υπουργός Βιομηχανίας ανεκοίνωσεν ότι θα ληφθούν μέτρα προστασίας της ελληνικής βιομηχανίας έναντι του ξένου ανταγωνισμού.	[1004, 1607, 1166, 1791]
section-divider	[1178, 1638, 1529, 1640]
headline-supply-ministry: ΑΙ ΕΡΕΥΝΑΙ ΕΙΣ ΤΟ ΤΕΩΣ ΥΦΥΠΟΥΡΓΕΙΟΝ ΕΦΟΔΙΑΣΜΟΥ	[1358, 1701, 1529, 1749]
headline-ika-police: Η ΠΕΡΙΘΑΛΨΙΣ ΤΟΥ Ι.Κ.Α. ΕΙΣ ΟΙΚΟΓΕΝΕΙΑΣ ΑΣΤΥΝΟΜΙΚΩΝ	[841, 1307, 1166, 1342]
headline-abduction: ΘΡΑΣΥΤΑΤΗ ΑΠΟΠΕΙΡΑ ΑΠΑΓΩΓΗΣ ΚΑΙ ΒΙΑΣΜΟΥ ΔΕΚΑΕΞΑΕΤΙΔΟΣ ΝΕΑΣ ΔΡΑΣΤΑΙ ΔΥΟ ΝΕΑΡΟΙ ΚΑΙ ΜΙΑ ΔΗΘΕΝ ΕΚΠΡΟΣΩΠΟΣ ΤΟΥ ΕΡΥΘΡΟΥ ΣΤΑΥΡΟΥ	[435, 517, 829, 568]
bank-row: Ολυμπ. 64.000	[175, 1700, 419, 1711]
article-exiles: ΕΧΟΡΗΓΗΘΗΣΑΝ ΑΔΕΙΑΙ ΕΙΣ 217 ΑΝΔΡΑΣ ΚΑΙ 43 ΓΥΝΑΙΚΑΣ ΕΞΟΡΙΣΤΟΥΣ Κατόπιν αποφάσεως της Επιτροπής Ασφαλείας, εχορηγήθησαν άδειαι επανόδου εις 217 άνδρας και 43 γυναίκας εξορίστους, οι οποίοι κρατούνται εις διάφορα νησιά. Μεταξύ των αδειούχων περιλαμβάνονται: Κ. Αθανασίου, Π. Αλεξίου, Δ. Αναστασίου, Γ. Ανδρεάδης, Ι. Αντωνίου, Ν. Αποστολίδης, Σ. Αργυρόπουλος, Α. Βασιλείου, Χ. Βλάχος, Κ. Γεωργίου, Ε. Γιαννόπουλος, Λ. Δημητρίου, Θ. Ευαγγέλου, Μ. Ζαχαρίου, Π. Ηλιόπουλος, Σ. Θεοδωρίδης. Επίσης: Α. Ιωαννίδης, Β. Καλογεράκης, Γ. Καραγιάννης, Δ. Κωνσταντίνου, Ε. Λαμπράκης, Ζ. Μανωλάκης, Η. Μιχαηλίδης, Θ. Νικολάου, Ι. Οικονόμου, Κ. Παπαδόπουλος, Λ. Παυλίδης, Μ. Ραφαηλίδης, Ν. Σαββίδης, Ξ. Σταματίου, Ο. Τσιρίγος. Π. Φωτίου, Ρ. Χατζής, Σ. Χριστοδούλου, Τ. Ψαρράς, Υ. Αγγελίδης, Φ. Βλαχάκης, Χ. Γαλανός, Ψ. Δούκας, Ω. Ευθυμίου κ.ά. ΑΙ ΑΔΕΙΟΥΧΟΙ ΓΥΝΑΙΚΕΣ Αι γυναίκες εις τας οποίας εχορηγήθη άδεια είναι: Μ. Αθανασίου, Ε. Βασιλάκη, Α. Γεωργίου, Κ. Δημητρίου, Σ. Ευαγγέλου, Ε. Ζαφειρίου, Ι. Θεοδώρου, Λ. Καραλή, Ν. Λαμπρίδου, Β. Μανωλάκη, Φ. Νικολάου, Ρ. Παπαδοπούλου, Θ. Σταύρου κ.ά.	[433, 1088, 831, 1292]
article-ika-board: Ο Κ. ΓΟΝΗΣ ΘΑ ΔΙΟΡΙΣΗ ΝΕΟΝ ΔΙΟΙΚΗΤ. ΣΥΜΒΟΥΛΙΟΝ ΤΟΥ ΙΚΑ ΠΑΡΑ ΤΑΣ ΔΙΑΤΑΞΕΙΣ ΤΟΥ ΣΧΕΤΙΚΟΥ ΝΟΜΟΥ Ο υπουργός Εργασίας κ. Γόνης θα διορίση εντός των προσεχών ημερών νέον διοικητικόν συμβούλιον του ΙΚΑ, παρά το γεγονός ότι ο σχετικός νόμος προβλέπει την εκλογήν των αντιπροσώπων των εργαζομένων. Ως γνωστόν, το νέον συμβούλιον θα απαρτίζεται κατά πλειοψηφίαν από πρόσωπα της εμπιστοσύνης του υπουργού, ενώ οι εργατικοί αντιπρόσωποι θα ορισθούν άνευ εκλογής. Η «ΑΝΑΔΙΟΡΓΑΝΩΣΙΣ» ΤΟΥ ΤΕΒΕ Ο υπουργός του Εμπορίου ήρχισε την «αναδιοργάνωσιν» του ΤΕΒΕ διά της απολύσεως υπαλλήλων και του διορισμού νέων, προσκειμένων εις το κυβερνητικόν κόμμα. Αι απολύσεις αυταί προεκάλεσαν την αντίδρασιν των επαγγελματιών και βιοτεχνών, οι οποίοι διαμαρτύρονται διά την κατάστασιν. Οι επαγγελματίαι ζητούν όπως το Ταμείον διοικήται υπό αιρετών εκπροσώπων των ησφαλισμένων.	[39, 549, 419, 738]
exchange-row: 1925 2.230.000 Ισπαν. 155.000	[175, 1601, 419, 1612]
bank-row: Αθην. 2.100.000 Πειρ. 162.000	[175, 1657, 419, 1668]
section-divider	[39, 849, 419, 851]
section-divider	[39, 1080, 419, 1082]
article-markezinis: Ο Κ. ΜΑΡΚΕΖΙΝΗΣ ΑΝΤΙΓΡΑΦΕΙ ΤΗΝ ΟΙΚΟΝΟΜΙΚΗΝ ΠΟΛΙΤΙΚΗΝ ΤΩΝ ΔΥΟ ΚΟΜΜΑΤΩΝ ΤΟΥ ΚΕΝΤΡΟΥ ΣΥΝΕΧΕΙΑ ΕΚ ΤΗΣ 1ΗΣ ΣΕΛΙΔΟΣ Ο κ. Μαρκεζίνης, ο οποίος κατά την περίοδον της αντιπολιτεύσεως κατέκρινε την οικονομικήν πολιτικήν των κυβερνήσεων του Κέντρου, σήμερον εφαρμόζει τα ίδια μέτρα. Αι κυβερνήσεις του Κέντρου είχον επιδιώξει την σταθεροποίησιν του νομίσματος και την ενίσχυσιν της παραγωγής. ΟΙ ΚΑΘΑΙΡΕΣΕΙΣ Αι καθαιρέσεις εις τον δημόσιον τομέα συνεχίζονται, με αποτέλεσμα να δημιουργήται αναστάτωσις εις τας υπηρεσίας. ΕΚΛΕΨΕ ΚΑΙ ΣΥΝΕΛΗΦΘΗ ΕΚΛΟΓΕΥΣ ΤΗΣ ΦΑΣΕΩΣ ΤΟΥ ΚΑΙ ΑΥΤΟΚΤΟΝΗΣΕΝ Εκλογεύς της φάσεως του καπνού συνελήφθη διότι ύπεξήρεσε ποσότητα καπνών. Κρατηθείς, αυτοκτόνησεν εις το κρατητήριον. ΑΙ ΕΡΕΥΝΑΙ ΕΙΣ ΤΟ ΤΕΩΣ ΥΦΥΠΟΥΡΓΕΙΟΝ ΕΦΟΔΙΑΣΜΟΥ Αι έρευναι εις το τέως υφυπουργείον Εφοδιασμού συνεχίζονται. Ο ανακριτής εκάλεσε προς εξέτασιν πολλούς υπαλλήλους. Η ΚΥΒΕΡΝΗΤΙΚΗ ΑΔΙΑΦΟΡΙΑ ΔΙΑ ΤΟΥΣ ΕΡΓΑΤΑΣ ΤΗΣ ΑΓΡΟΤΑΣ Ν. ΥΟΡΚΗ, 11. Οι εργάται της Αγρότας διαμαρτύρονται διά την αδιαφορίαν της κυβερνήσεως έναντι των αιτημάτων των. ΕΚΘΕΣΙΣ ΕΛΛΗΝΙΚΩΝ ΠΡΟΪΟΝΤΩΝ ΕΙΣ ΕΛΒΕΤΙΑΝ Εις την Ζυρίχην θα οργανωθή έκθεσις ελληνικών προϊόντων κατά τον προσεχή Απρίλιον.	[1178, 1642, 1529, 1963]
exchange-row: 1927 2.600.000 Καν. 125.000	[175, 1623, 419, 1634]
article-generals-retire: ΥΠΕΓΡΑΦΗ ΤΟ ΠΡΑΚΤΙΚΟΝ ΑΠΟΣΤΡΑΤΕΥΣΕΩΣ ΤΩΝ ΤΡΙΩΝ ΥΠΟΣΤΡΑΤΗΓΩΝ ΥΠΟ ΤΟΥ ΑΝΩΤ. ΣΤΡΑΤΙΩΤ. ΣΥΜΒΟΥΛΙΟΥ Υπό των μελών του Ανωτάτου Στρατιωτικού Συμβουλίου υπεγράφη χθες το πρακτικόν της αποστρατεύσεως των τριών υποστρατήγων, οι οποίοι είχον κριθή αποστρατευτέοι. Το πρακτικόν θα υποβληθή εις τον υπουργόν Εθνικής Αμύνης προς έγκρισιν και εν συνεχεία θα εκδοθή το σχετικόν διάταγμα. ΣΥΝΗΛΘΕ ΤΟ ΑΝΩΤΑΤΟΝ ΣΥΜΒΟΥΛΙΟΝ ΑΕΡΟΣ Χθες την 10ην πρωινήν συνήλθε το Ανώτατον Συμβούλιον Αεροπορίας υπό την προεδρίαν του αρχηγού της Αεροπορίας. ΤΟ ΑΝΩΤΑΤΟΝ ΣΥΜΒΟΥΛΙΟΝ ΕΘΝΙΚΗΣ ΑΜΥΝΗΣ Αύριον συνέρχεται υπό την προεδρίαν του πρωθυπουργού το Ανώτατον Συμβούλιον Εθνικής Αμύνης.	[39, 853, 419, 1030]
bank-row: Κεντρ. 78.000 Σιδ. 130.000	[175, 1668, 419, 1679]
masthead-phones: ΤΗΛΕΦΩΝΑ: ΓΡΑΦΕΙΟΝ: 33.310-26.324 — ΤΥΠΟΓΡΑΦΕΙΑ: ΑΝΑΞΑΓΟΡΑ 5, ΤΗΛΕΦ. 26.343	[894, 100, 1525, 114]
exchange-row: 1923 2.750.000 −10.000 Ολλαν. 140.000	[175, 1590, 419, 1601]
article-mid-lower: ΤΕΛΕΤΗ ΕΠΙ ΤΗ ΕΠΕΤΕΙΩ ΤΗΣ ΜΑΧΗΣ ΤΗΣ ΦΑΜΠΙΝΗΣ Την Κυριακήν θα τελεσθή μνημόσυνον υπέρ των πεσόντων εις την μάχην της Φαμπίνης. ΣΗΜΕΡΟΝ ΘΑ ΠΕΝΘΟΥΝ ΟΙ ΚΙΝΗΜΑΤΟΓΡΑΦΟΙ Ο σύνδεσμος των κινηματογραφιστών αποφάσισε κλείσιμον των αιθουσών σήμερον εις ένδειξιν πένθους. ΑΓΡΙΟΠΑΠΙΑ ΕΚ ΜΟΣΧΑΣ Ο ραδιοσταθμός της Μόσχας μετέδωσε χθες νέας επιθέσεις κατά της Δύσεως.	[1004, 2037, 1166, 2246]
subhead-veterans: ΕΚΠΡΟΣΩΠΟΙ ΞΕΝΩΝ ΠΑΛΑΙΩΝ ΠΟΛΕΜΙΣΤΩΝ ΚΑΙ ΑΝΑΠΗΡΩΝ ΕΙΣ ΑΘΗΝΑΣ	[433, 1812, 604, 1852]
ny-dateline: Ν. ΥΟΡΚΗ, 11.	[1368, 1850, 1433, 1862]
column-rule	[425, 129, 426, 2305]
subhead-ankara-signing: Η ΕΠΙΣΗΜΟΣ ΥΠΟΓΡΑΦΗ ΕΙΣ ΤΗΝ ΑΓΚΥΡΑΝ	[1185, 374, 1342, 397]
subhead-student-burglars: ΜΑΘΗΤΑΙ ΔΙΑΡΡΗΚΤΑΙ	[1016, 1979, 1139, 1991]
subhead-gold-pound: Η ΧΡΥΣΗ ΛΙΡΑ	[258, 1735, 336, 1746]
